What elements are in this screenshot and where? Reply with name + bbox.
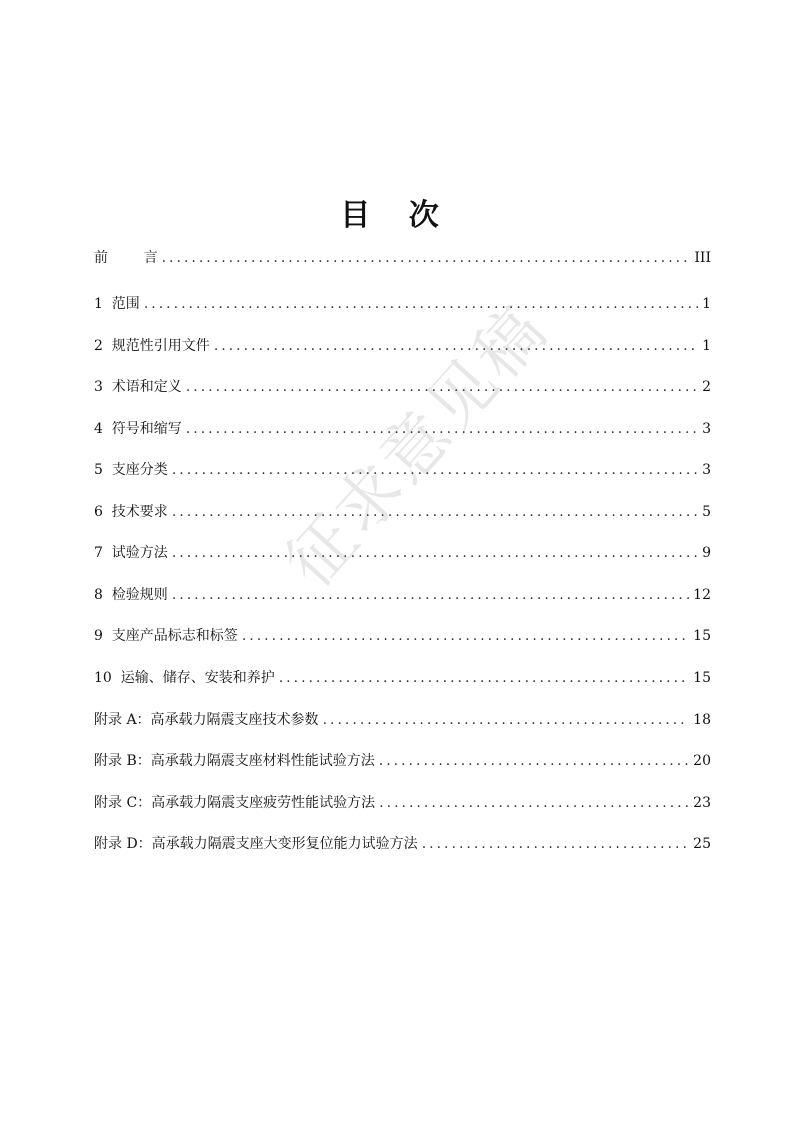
toc-dot-leader (162, 246, 691, 270)
toc-entry-9[interactable] (94, 624, 711, 648)
toc-entry-foreword[interactable] (94, 246, 711, 270)
toc-page-number: 1 (702, 296, 711, 312)
draft-watermark: 征求意见稿 (271, 289, 563, 602)
toc-entry-label: 1 范围 (94, 296, 140, 312)
toc-entry-label: 附录 B：高承载力隔震支座材料性能试验方法 (94, 753, 375, 769)
toc-page-number: 15 (693, 628, 711, 644)
toc-dot-leader (379, 791, 689, 815)
toc-entry-label: 5 支座分类 (94, 462, 168, 478)
toc-entry-10[interactable] (94, 666, 711, 690)
toc-page-number: 15 (693, 670, 711, 686)
toc-dot-leader (323, 708, 690, 732)
toc-entry-label: 附录 D：高承载力隔震支座大变形复位能力试验方法 (94, 836, 418, 852)
toc-entry-appendix-a[interactable] (94, 708, 711, 732)
toc-dot-leader (172, 583, 689, 607)
toc-entry-2[interactable] (94, 334, 711, 358)
toc-dot-leader (172, 500, 698, 524)
toc-dot-leader (242, 624, 689, 648)
toc-entry-7[interactable] (94, 541, 711, 565)
toc-dot-leader (422, 832, 689, 856)
toc-entry-label: 7 试验方法 (94, 545, 168, 561)
toc-dot-leader (379, 749, 689, 773)
toc-dot-leader (172, 541, 698, 565)
toc-page-number: 18 (693, 712, 711, 728)
toc-page-number: 20 (693, 753, 711, 769)
toc-entry-1[interactable] (94, 292, 711, 316)
page-title: 目 次 (340, 198, 453, 233)
toc-entry-label: 附录 A：高承载力隔震支座技术参数 (94, 712, 319, 728)
toc-entry-8[interactable] (94, 583, 711, 607)
toc-entry-label: 3 术语和定义 (94, 379, 182, 395)
toc-entry-label: 2 规范性引用文件 (94, 338, 210, 354)
toc-entry-label: 10 运输、储存、安装和养护 (94, 670, 275, 686)
toc-entry-appendix-c[interactable] (94, 791, 711, 815)
toc-page-number: 1 (702, 338, 711, 354)
toc-page-number: 23 (693, 795, 711, 811)
toc-entry-label: 附录 C：高承载力隔震支座疲劳性能试验方法 (94, 795, 376, 811)
toc-page-number: 5 (702, 504, 711, 520)
toc-entry-appendix-b[interactable] (94, 749, 711, 773)
toc-page-number: 12 (693, 587, 711, 603)
toc-page-number: 25 (693, 836, 711, 852)
toc-entry-label: 6 技术要求 (94, 504, 168, 520)
toc-dot-leader (279, 666, 689, 690)
toc-entry-label: 前 言 (94, 250, 158, 266)
toc-entry-label: 8 检验规则 (94, 587, 168, 603)
toc-page-number: 3 (702, 462, 711, 478)
toc-entry-appendix-d[interactable] (94, 832, 711, 856)
toc-page-number: 9 (702, 545, 711, 561)
toc-page-number: III (694, 250, 711, 266)
toc-page-number: 3 (702, 421, 711, 437)
toc-entry-label: 4 符号和缩写 (94, 421, 182, 437)
toc-dot-leader (144, 292, 698, 316)
toc-page-number: 2 (702, 379, 711, 395)
toc-entry-label: 9 支座产品标志和标签 (94, 628, 238, 644)
